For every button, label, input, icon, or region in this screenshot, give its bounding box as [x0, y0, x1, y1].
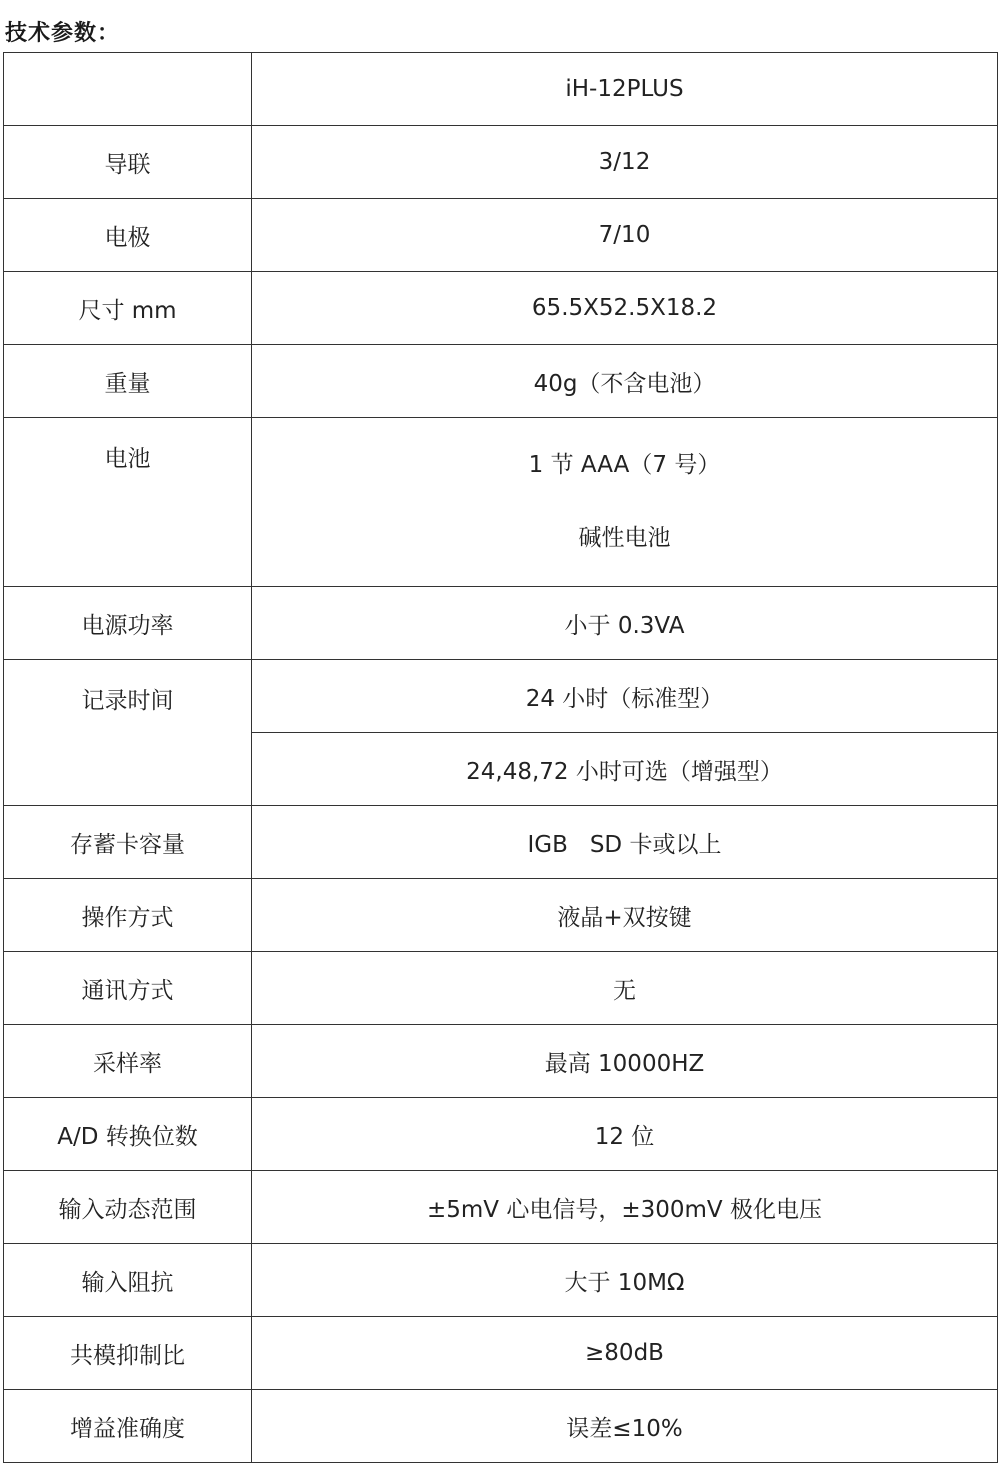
table-row — [4, 879, 998, 952]
row-value: IGB SD 卡或以上 — [252, 806, 998, 879]
table-row — [4, 272, 998, 345]
table-row — [4, 660, 998, 733]
table-header-row — [4, 53, 998, 126]
row-label: 共模抑制比 — [4, 1317, 252, 1390]
row-label: 重量 — [4, 345, 252, 418]
row-label: 尺寸 mm — [4, 272, 252, 345]
row-label: 电源功率 — [4, 587, 252, 660]
row-value: 7/10 — [252, 199, 998, 272]
row-label: 存蓄卡容量 — [4, 806, 252, 879]
row-value: 65.5X52.5X18.2 — [252, 272, 998, 345]
table-row — [4, 1244, 998, 1317]
row-value: 液晶+双按键 — [252, 879, 998, 952]
row-value: 40g（不含电池） — [252, 345, 998, 418]
row-value-line: 碱性电池 — [578, 525, 671, 551]
page-title: 技术参数： — [5, 21, 121, 46]
row-label: 电池 — [4, 418, 252, 587]
row-value: 最高 10000HZ — [252, 1025, 998, 1098]
row-value: 小于 0.3VA — [252, 587, 998, 660]
row-value: 大于 10MΩ — [252, 1244, 998, 1317]
row-label: 增益准确度 — [4, 1390, 252, 1463]
table-row — [4, 587, 998, 660]
row-value: 24,48,72 小时可选（增强型） — [252, 733, 998, 806]
row-label: 通讯方式 — [4, 952, 252, 1025]
row-label: A/D 转换位数 — [4, 1098, 252, 1171]
row-value-multiline — [252, 418, 998, 587]
row-value: ≥80dB — [252, 1317, 998, 1390]
row-label: 导联 — [4, 126, 252, 199]
table-row — [4, 418, 998, 587]
spec-table — [3, 52, 998, 1463]
row-label: 操作方式 — [4, 879, 252, 952]
table-row — [4, 952, 998, 1025]
row-label: 采样率 — [4, 1025, 252, 1098]
row-value: 无 — [252, 952, 998, 1025]
header-label-cell — [4, 53, 252, 126]
table-row — [4, 199, 998, 272]
row-label: 记录时间 — [4, 660, 252, 806]
row-label: 输入动态范围 — [4, 1171, 252, 1244]
row-label: 电极 — [4, 199, 252, 272]
row-label: 输入阻抗 — [4, 1244, 252, 1317]
row-value: ±5mV 心电信号，±300mV 极化电压 — [252, 1171, 998, 1244]
table-row — [4, 806, 998, 879]
table-row — [4, 1171, 998, 1244]
model-name: iH-12PLUS — [252, 53, 998, 126]
row-value: 3/12 — [252, 126, 998, 199]
row-value: 误差≤10% — [252, 1390, 998, 1463]
table-row — [4, 126, 998, 199]
table-row — [4, 1317, 998, 1390]
table-row — [4, 1098, 998, 1171]
table-row — [4, 1025, 998, 1098]
row-value: 12 位 — [252, 1098, 998, 1171]
row-value: 24 小时（标准型） — [252, 660, 998, 733]
row-value-line: 1 节 AAA（7 号） — [528, 452, 721, 478]
table-row — [4, 345, 998, 418]
table-row — [4, 1390, 998, 1463]
